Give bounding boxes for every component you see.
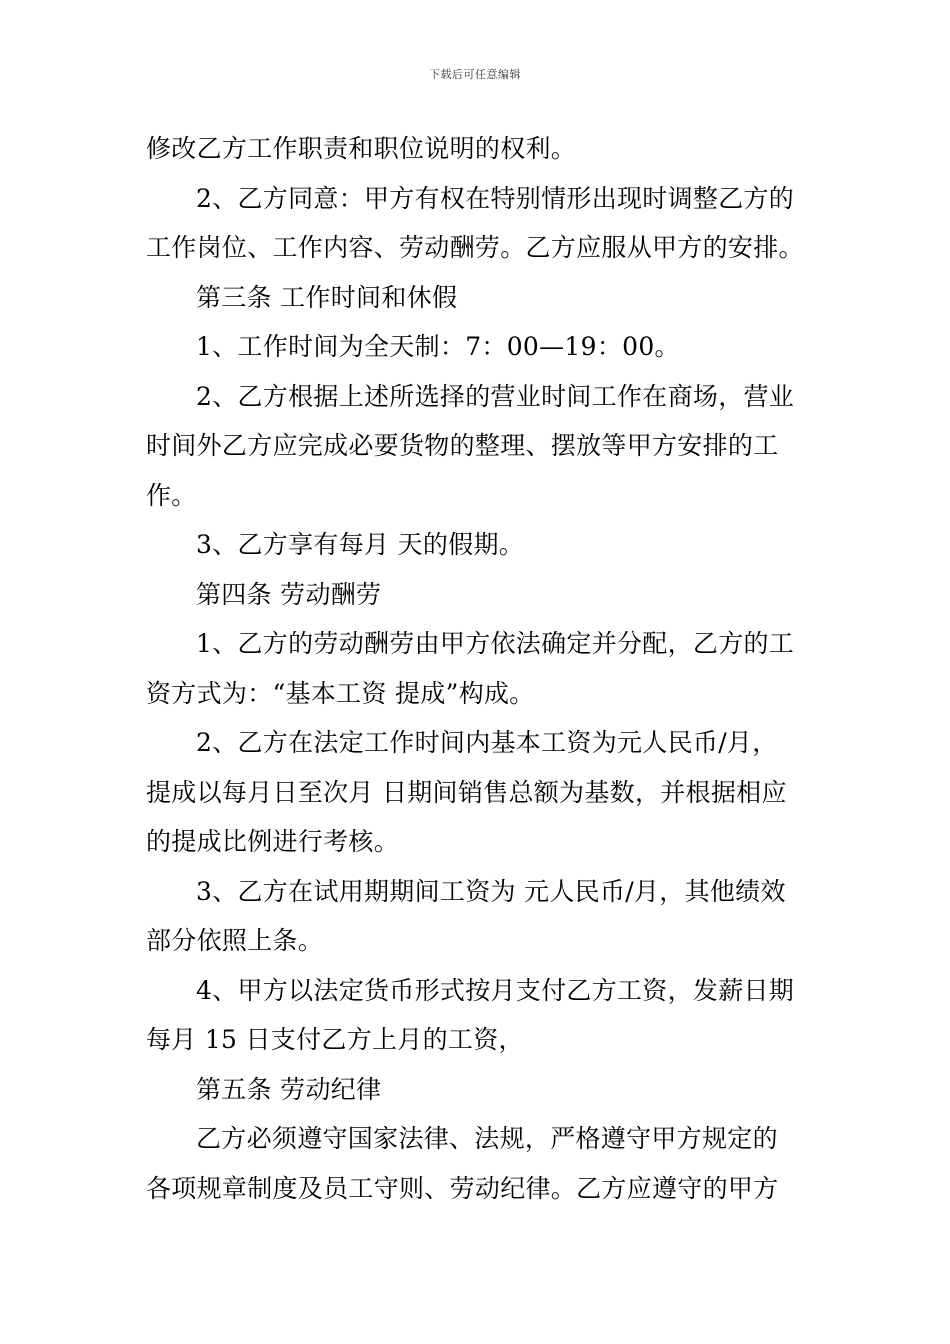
document-body bbox=[146, 124, 806, 1213]
page-header: 下载后可任意编辑 bbox=[429, 68, 521, 81]
document-line: 第五条 劳动纪律 bbox=[196, 1074, 382, 1104]
document-line: 1、乙方的劳动酬劳由甲方依法确定并分配，乙方的工 bbox=[196, 629, 795, 658]
document-line: 工作岗位、工作内容、劳动酬劳。乙方应服从甲方的安排。 bbox=[146, 233, 804, 262]
document-line: 1、工作时间为全天制：7：00—19：00。 bbox=[196, 332, 680, 361]
document-line: 4、甲方以法定货币形式按月支付乙方工资，发薪日期 bbox=[196, 975, 795, 1005]
document-line: 乙方必须遵守国家法律、法规，严格遵守甲方规定的 bbox=[196, 1124, 778, 1153]
document-line: 2、乙方在法定工作时间内基本工资为元人民币/月， bbox=[196, 728, 778, 757]
document-line: 第三条 工作时间和休假 bbox=[196, 282, 458, 312]
document-line: 的提成比例进行考核。 bbox=[146, 827, 400, 856]
document-line: 时间外乙方应完成必要货物的整理、摆放等甲方安排的工 bbox=[146, 431, 779, 460]
document-line: 3、乙方享有每月 天的假期。 bbox=[196, 530, 525, 559]
document-line: 提成以每月日至次月 日期间销售总额为基数，并根据相应 bbox=[146, 777, 787, 807]
document-line: 2、乙方根据上述所选择的营业时间工作在商场，营业 bbox=[196, 381, 795, 411]
document-line: 各项规章制度及员工守则、劳动纪律。乙方应遵守的甲方 bbox=[146, 1173, 779, 1203]
document-line: 2、乙方同意：甲方有权在特别情形出现时调整乙方的 bbox=[196, 183, 795, 213]
document-line: 每月 15 日支付乙方上月的工资， bbox=[146, 1025, 524, 1054]
document-line: 作。 bbox=[146, 480, 197, 510]
document-line: 修改乙方工作职责和职位说明的权利。 bbox=[146, 134, 577, 163]
document-line: 3、乙方在试用期期间工资为 元人民币/月，其他绩效 bbox=[196, 876, 786, 906]
document-line: 第四条 劳动酬劳 bbox=[196, 579, 382, 609]
document-line: 部分依照上条。 bbox=[146, 926, 324, 955]
document-line: 资方式为：“基本工资 提成”构成。 bbox=[146, 678, 535, 708]
